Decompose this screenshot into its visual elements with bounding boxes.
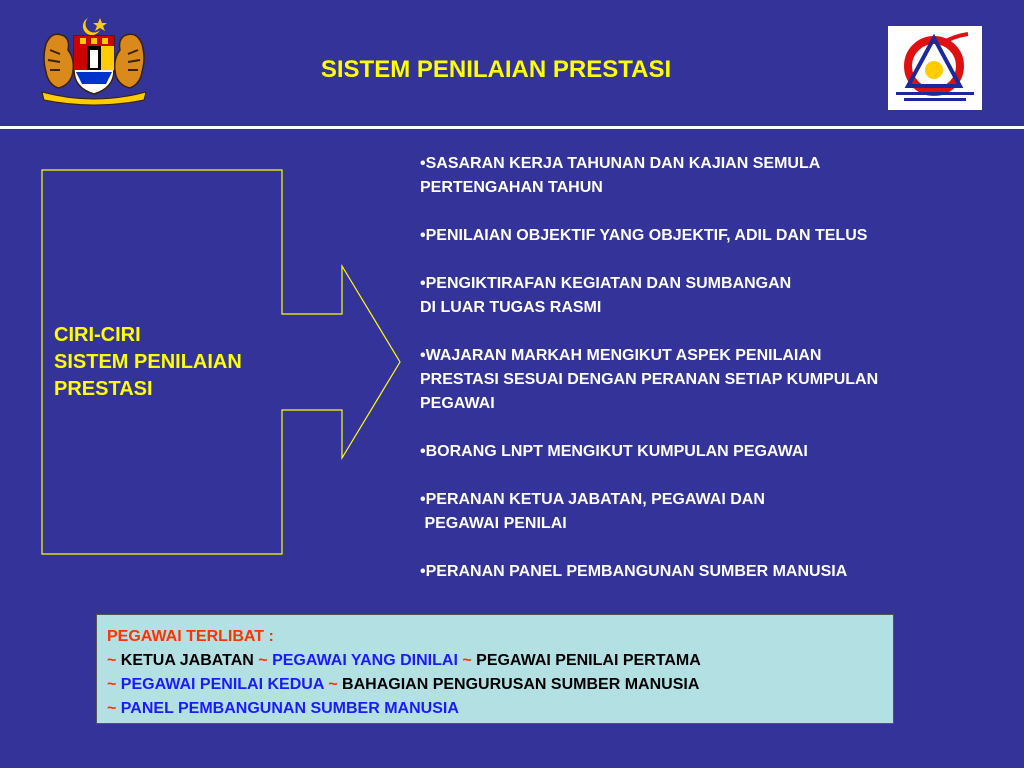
officers-separator: ~ <box>107 652 121 669</box>
list-item-line: PRESTASI SESUAI DENGAN PERANAN SETIAP KUMPULAN <box>420 371 879 388</box>
officer-name: PEGAWAI PENILAI PERTAMA <box>476 652 701 669</box>
officers-row <box>107 697 893 721</box>
list-item-line: •WAJARAN MARKAH MENGIKUT ASPEK PENILAIAN <box>420 347 822 364</box>
officers-separator: ~ <box>462 652 477 669</box>
arrow-label-line: CIRI-CIRI <box>54 324 141 346</box>
list-item-line: PEGAWAI <box>420 395 495 412</box>
officers-row <box>107 673 893 697</box>
officers-separator: ~ <box>107 676 121 693</box>
list-item-line: •PERANAN PANEL PEMBANGUNAN SUMBER MANUSIA <box>420 563 848 580</box>
officer-name: PEGAWAI YANG DINILAI <box>272 652 463 669</box>
arrow-label-line: SISTEM PENILAIAN <box>54 351 242 373</box>
list-item-line: •SASARAN KERJA TAHUNAN DAN KAJIAN SEMULA <box>420 155 821 172</box>
feature-list <box>420 152 1010 608</box>
officers-row <box>107 649 893 673</box>
officers-separator: ~ <box>107 700 121 717</box>
arrow-label <box>54 322 242 403</box>
officer-name: PANEL PEMBANGUNAN SUMBER MANUSIA <box>120 700 459 717</box>
list-item-line: •PENGIKTIRAFAN KEGIATAN DAN SUMBANGAN <box>420 275 792 292</box>
list-item <box>420 224 1010 248</box>
list-item-line: PEGAWAI PENILAI <box>420 515 567 532</box>
list-item-line: •BORANG LNPT MENGIKUT KUMPULAN PEGAWAI <box>420 443 808 460</box>
officers-heading: PEGAWAI TERLIBAT : <box>107 628 274 645</box>
officers-separator: ~ <box>258 652 273 669</box>
page-title: SISTEM PENILAIAN PRESTASI <box>320 56 672 83</box>
officer-name: BAHAGIAN PENGURUSAN SUMBER MANUSIA <box>342 676 700 693</box>
officer-name: KETUA JABATAN <box>120 652 259 669</box>
list-item <box>420 344 1010 416</box>
list-item <box>420 560 1010 584</box>
list-item <box>420 440 1010 464</box>
officer-name: PEGAWAI PENILAI KEDUA <box>120 676 329 693</box>
list-item <box>420 152 1010 200</box>
arrow-label-line: PRESTASI <box>54 378 153 400</box>
list-item-line: •PENILAIAN OBJEKTIF YANG OBJEKTIF, ADIL DAN TELUS <box>420 227 868 244</box>
list-item <box>420 272 1010 320</box>
officers-box <box>96 614 894 724</box>
list-item <box>420 488 1010 536</box>
list-item-line: DI LUAR TUGAS RASMI <box>420 299 602 316</box>
officers-separator: ~ <box>328 676 343 693</box>
list-item-line: PERTENGAHAN TAHUN <box>420 179 603 196</box>
list-item-line: •PERANAN KETUA JABATAN, PEGAWAI DAN <box>420 491 765 508</box>
